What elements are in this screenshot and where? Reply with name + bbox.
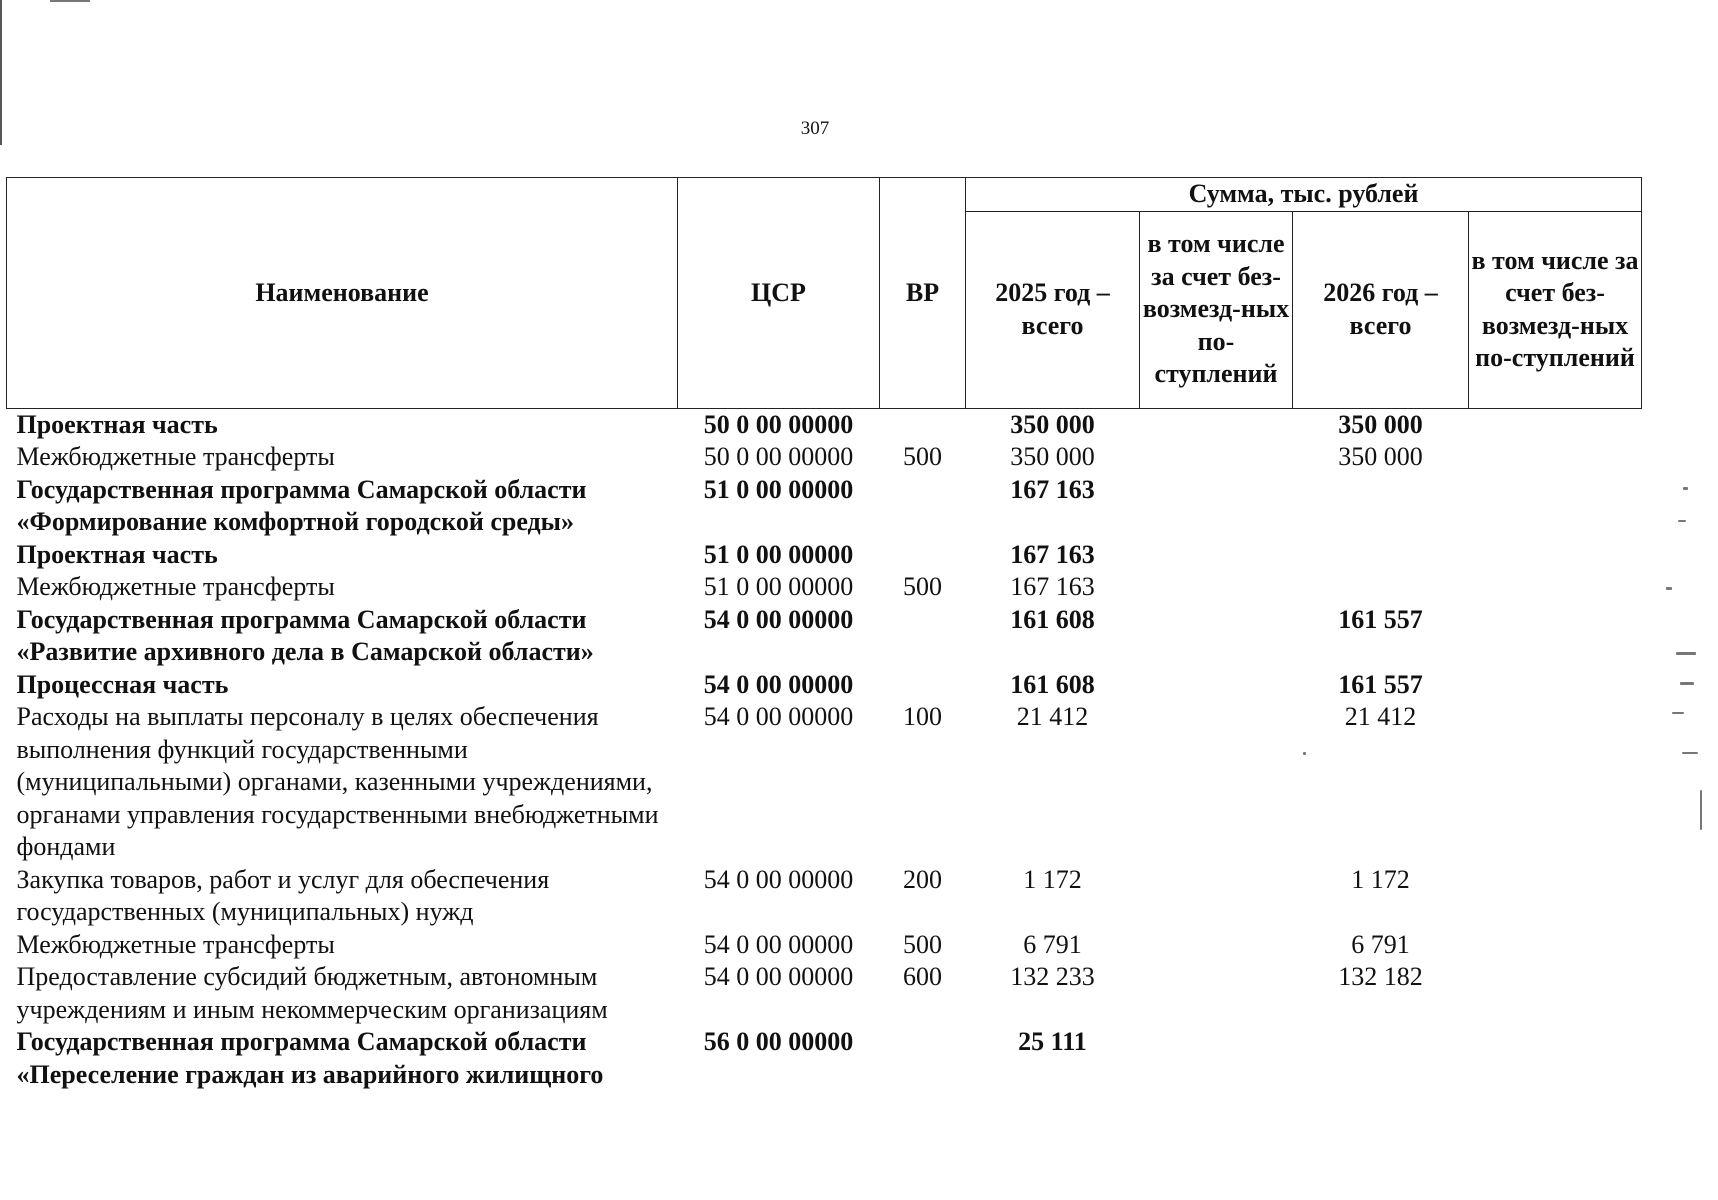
- row-2025-grants: [1140, 864, 1293, 929]
- row-2025-grants: [1140, 539, 1293, 572]
- row-2026-grants: [1469, 604, 1642, 669]
- row-2026-grants: [1469, 441, 1642, 474]
- row-vr: 500: [903, 442, 942, 471]
- row-csr: 54 0 00 00000: [703, 962, 854, 991]
- row-2026-grants: [1469, 474, 1642, 539]
- table-row: [7, 864, 1642, 929]
- row-2026-total: 161 557: [1338, 669, 1423, 699]
- row-name: Государственная программа Самарской области «Формирование комфортной городской среды»: [16, 474, 587, 536]
- row-2026-grants: [1469, 408, 1642, 441]
- header-sum-group: Сумма, тыс. рублей: [966, 178, 1642, 212]
- row-csr: 50 0 00 00000: [703, 442, 854, 471]
- row-2025-total: 350 000: [1010, 442, 1095, 471]
- header-vr: ВР: [880, 178, 966, 409]
- row-2025-grants: [1140, 701, 1293, 864]
- table-row: [7, 929, 1642, 962]
- row-2026-total: 132 182: [1338, 962, 1423, 991]
- row-vr: [880, 669, 966, 702]
- budget-table: [6, 177, 1642, 1091]
- row-2025-total: 161 608: [1010, 669, 1095, 699]
- row-2026-total: 161 557: [1338, 604, 1423, 634]
- header-2026-total: 2026 год – всего: [1293, 211, 1469, 408]
- row-name: Проектная часть: [16, 409, 218, 439]
- row-name: Расходы на выплаты персоналу в целях обеспечения выполнения функций государственными (муниципальными) органами, казенными учреждениями, органами управления государственными внебюджетными фондами: [16, 702, 659, 861]
- row-csr: 56 0 00 00000: [703, 1027, 854, 1056]
- page-number: 307: [800, 118, 830, 139]
- table-body: [7, 408, 1642, 1091]
- row-name: Государственная программа Самарской области «Развитие архивного дела в Самарской области»: [16, 604, 594, 666]
- scan-speck: [1666, 587, 1672, 590]
- row-2026-total: [1293, 539, 1469, 572]
- table-row: [7, 1026, 1642, 1091]
- table-row: [7, 961, 1642, 1026]
- row-2026-grants: [1469, 701, 1642, 864]
- table-row: [7, 539, 1642, 572]
- row-vr: [880, 1026, 966, 1091]
- row-2026-total: [1293, 571, 1469, 604]
- row-2025-total: 161 608: [1010, 604, 1095, 634]
- scan-speck: [1676, 652, 1696, 655]
- row-2025-total: 350 000: [1010, 409, 1095, 439]
- header-2025-grants: в том числе за счет без-возмезд-ных по-ступлений: [1140, 211, 1293, 408]
- row-csr: 54 0 00 00000: [703, 929, 854, 959]
- row-vr: 600: [903, 962, 942, 991]
- header-2026-grants: в том числе за счет без-возмезд-ных по-ступлений: [1469, 211, 1642, 408]
- row-2025-grants: [1140, 441, 1293, 474]
- table-header: [7, 178, 1642, 409]
- row-name: Межбюджетные трансферты: [16, 572, 335, 601]
- table-row: [7, 701, 1642, 864]
- row-vr: [880, 604, 966, 669]
- row-2025-grants: [1140, 571, 1293, 604]
- row-2025-grants: [1140, 474, 1293, 539]
- row-2025-grants: [1140, 604, 1293, 669]
- scan-speck: [1303, 752, 1306, 755]
- row-2026-total: [1293, 1026, 1469, 1091]
- row-vr: [880, 408, 966, 441]
- row-2026-total: 1 172: [1351, 864, 1410, 894]
- row-2025-total: 167 163: [1010, 474, 1095, 504]
- row-name: Проектная часть: [16, 539, 218, 569]
- row-csr: 54 0 00 00000: [703, 604, 854, 634]
- row-vr: 500: [903, 572, 942, 601]
- row-name: Межбюджетные трансферты: [16, 442, 335, 471]
- scan-speck: [1683, 487, 1688, 490]
- row-2025-grants: [1140, 669, 1293, 702]
- row-vr: [880, 539, 966, 572]
- header-name: Наименование: [7, 178, 678, 409]
- row-2025-total: 21 412: [1016, 702, 1089, 731]
- row-csr: 50 0 00 00000: [703, 409, 854, 439]
- row-2026-grants: [1469, 929, 1642, 962]
- header-csr: ЦСР: [678, 178, 880, 409]
- row-csr: 54 0 00 00000: [703, 702, 854, 731]
- row-2026-grants: [1469, 669, 1642, 702]
- row-name: Межбюджетные трансферты: [16, 929, 335, 959]
- scan-speck: [1680, 682, 1694, 685]
- row-2025-grants: [1140, 961, 1293, 1026]
- row-csr: 51 0 00 00000: [703, 539, 854, 569]
- row-csr: 54 0 00 00000: [703, 669, 854, 699]
- table-row: [7, 408, 1642, 441]
- table-row: [7, 604, 1642, 669]
- row-2026-total: [1293, 474, 1469, 539]
- row-2026-total: 6 791: [1351, 929, 1410, 959]
- row-name: Закупка товаров, работ и услуг для обеспечения государственных (муниципальных) нужд: [16, 864, 550, 926]
- row-2025-total: 1 172: [1023, 864, 1082, 894]
- scan-left-edge: [0, 0, 2, 145]
- row-vr: 200: [903, 864, 942, 894]
- row-2026-total: 350 000: [1338, 442, 1423, 471]
- row-2026-grants: [1469, 571, 1642, 604]
- row-name: Предоставление субсидий бюджетным, автономным учреждениям и иным некоммерческим организациям: [16, 962, 608, 1024]
- table-row: [7, 474, 1642, 539]
- row-2025-total: 6 791: [1023, 929, 1082, 959]
- table-row: [7, 441, 1642, 474]
- row-vr: 500: [903, 929, 942, 959]
- row-name: Процессная часть: [16, 669, 229, 699]
- table-row: [7, 669, 1642, 702]
- row-2026-grants: [1469, 1026, 1642, 1091]
- header-2025-total: 2025 год – всего: [966, 211, 1140, 408]
- scan-top-smudge: [50, 0, 90, 2]
- scan-speck: [1682, 752, 1698, 754]
- row-vr: 100: [903, 702, 942, 731]
- scan-speck: [1678, 520, 1686, 522]
- row-2026-total: 21 412: [1344, 702, 1417, 731]
- row-2025-total: 167 163: [1010, 572, 1095, 601]
- table-row: [7, 571, 1642, 604]
- row-2026-grants: [1469, 539, 1642, 572]
- scan-speck: [1700, 790, 1702, 830]
- row-csr: 54 0 00 00000: [703, 864, 854, 894]
- row-vr: [880, 474, 966, 539]
- row-2025-grants: [1140, 408, 1293, 441]
- row-csr: 51 0 00 00000: [703, 474, 854, 504]
- scan-speck: [1672, 712, 1684, 714]
- row-2026-grants: [1469, 864, 1642, 929]
- row-2026-grants: [1469, 961, 1642, 1026]
- row-2025-total: 167 163: [1010, 539, 1095, 569]
- row-2025-grants: [1140, 1026, 1293, 1091]
- row-2026-total: 350 000: [1338, 409, 1423, 439]
- row-name: Государственная программа Самарской области «Переселение граждан из аварийного жилищного: [16, 1027, 604, 1089]
- row-2025-grants: [1140, 929, 1293, 962]
- row-2025-total: 132 233: [1010, 962, 1095, 991]
- row-2025-total: 25 111: [1018, 1027, 1087, 1056]
- row-csr: 51 0 00 00000: [703, 572, 854, 601]
